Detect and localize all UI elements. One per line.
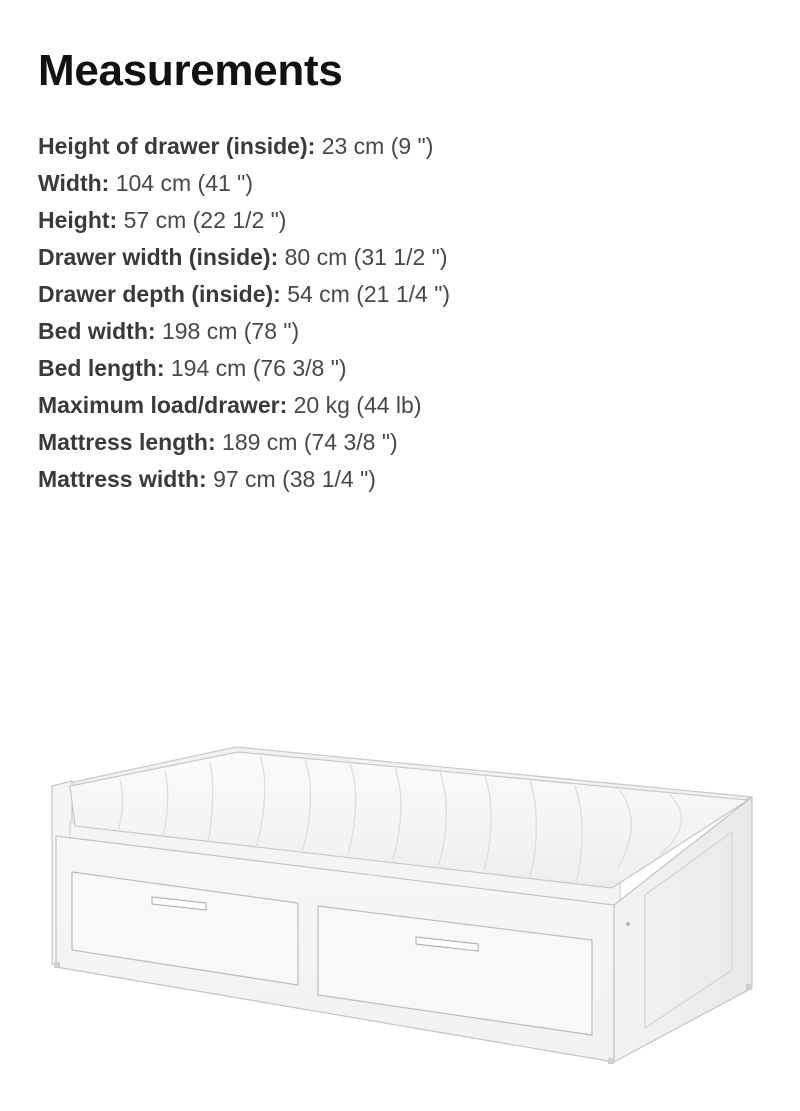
measurement-row xyxy=(38,424,450,461)
measurement-value: 20 kg (44 lb) xyxy=(293,392,422,418)
measurement-value: 54 cm (21 1/4 ") xyxy=(287,281,451,307)
measurement-label: Height: xyxy=(38,207,118,233)
measurement-label: Mattress length: xyxy=(38,429,216,455)
measurement-row xyxy=(38,387,450,424)
measurement-value: 57 cm (22 1/2 ") xyxy=(123,207,287,233)
measurement-value: 104 cm (41 ") xyxy=(115,170,253,196)
measurement-label: Maximum load/drawer: xyxy=(38,392,288,418)
measurement-row xyxy=(38,202,450,239)
measurement-value: 194 cm (76 3/8 ") xyxy=(170,355,347,381)
measurement-value: 189 cm (74 3/8 ") xyxy=(222,429,398,455)
measurement-row xyxy=(38,350,450,387)
measurement-row xyxy=(38,313,450,350)
measurement-value: 80 cm (31 1/2 ") xyxy=(284,244,448,270)
measurements-list xyxy=(38,128,450,498)
measurement-label: Width: xyxy=(38,170,110,196)
measurement-label: Bed length: xyxy=(38,355,165,381)
measurement-label: Height of drawer (inside): xyxy=(38,133,316,159)
measurement-label: Bed width: xyxy=(38,318,156,344)
measurement-row xyxy=(38,276,450,313)
measurement-value: 198 cm (78 ") xyxy=(161,318,300,344)
measurement-value: 23 cm (9 ") xyxy=(321,133,434,159)
page-title: Measurements xyxy=(38,46,343,95)
measurement-row xyxy=(38,128,450,165)
daybed-with-drawers-image xyxy=(0,700,800,1111)
measurement-row xyxy=(38,461,450,498)
measurement-label: Drawer depth (inside): xyxy=(38,281,281,307)
measurement-label: Mattress width: xyxy=(38,466,207,492)
measurement-label: Drawer width (inside): xyxy=(38,244,279,270)
measurement-row xyxy=(38,239,450,276)
measurement-row xyxy=(38,165,450,202)
measurement-value: 97 cm (38 1/4 ") xyxy=(213,466,376,492)
